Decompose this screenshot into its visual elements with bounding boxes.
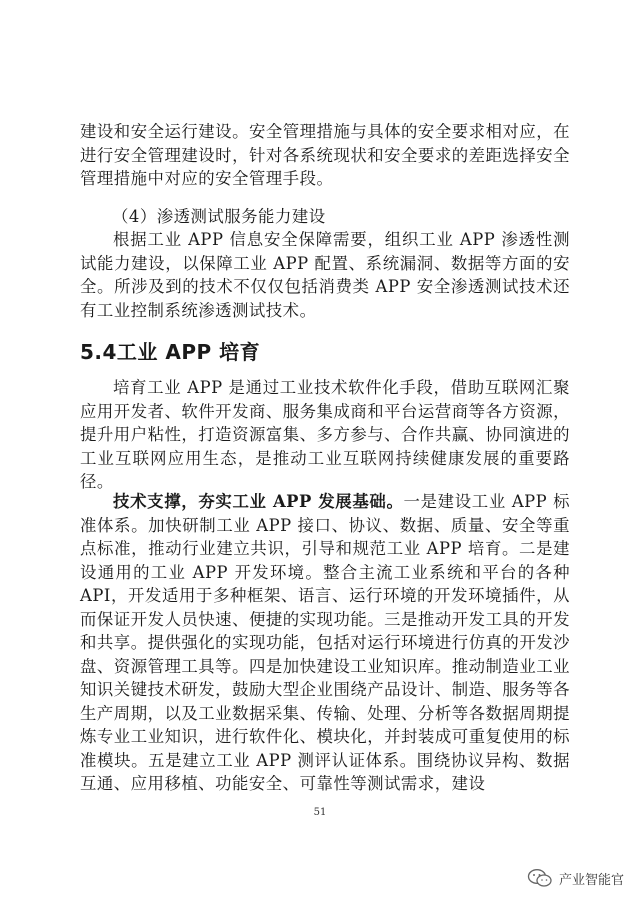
- wechat-icon: [527, 868, 553, 888]
- watermark-text: 产业智能官: [558, 872, 624, 888]
- paragraph-penetration-testing: 根据工业 APP 信息安全保障需要，组织工业 APP 渗透性测试能力建设，以保障工业 APP 配置、系统漏洞、数据等方面的安全。所涉及到的技术不仅仅包括消费类 APP 安全渗透测试技术还有工业控制系统渗透测试技术。: [80, 230, 570, 320]
- paragraph-body: 一是建设工业 APP 标准体系。加快研制工业 APP 接口、协议、数据、质量、安全等重点标准，推动行业建立共识，引导和规范工业 APP 培育。二是建设通用的工业 APP 开发环境。整合主流工业系统和平台的各种 API，开发适用于多种框架、语言、运行环境的开发环境插件，从而保证开发人员快速、便捷的实现功能。三是推动开发工具的开发和共享。提供强化的实现功能，包括对运行环境进行仿真的开发沙盘、资源管理工具等。四是加快建设工业知识库。推动制造业工业知识关键技术研发，鼓励大型企业围绕产品设计、制造、服务等各生产周期，以及工业数据采集、传输、处理、分析等各数据周期提炼专业工业知识，进行软件化、模块化，并封装成可重复使用的标准模块。五是建立工业 APP 测评认证体系。围绕协议异构、数据互通、应用移植、功能安全、可靠性等测试需求，建设: [80, 492, 570, 793]
- section-heading: 5.4工业 APP 培育: [80, 340, 261, 364]
- subheading-penetration-testing: （4）渗透测试服务能力建设: [112, 207, 326, 226]
- paragraph-app-cultivation: 培育工业 APP 是通过工业技术软件化手段，借助互联网汇聚应用开发者、软件开发商、服务集成商和平台运营商等各方资源，提升用户粘性，打造资源富集、多方参与、合作共赢、协同演进的工业互联网应用生态，是推动工业互联网持续健康发展的重要路径。: [80, 378, 570, 491]
- paragraph-lead-bold: 技术支撑，夯实工业 APP 发展基础。: [113, 492, 404, 511]
- watermark: [527, 868, 624, 888]
- page-number: 51: [313, 807, 327, 818]
- paragraph-security-management: 建设和安全运行建设。安全管理措施与具体的安全要求相对应，在进行安全管理建设时，针对各系统现状和安全要求的差距选择安全管理措施中对应的安全管理手段。: [80, 122, 570, 188]
- paragraph-technical-support: [80, 490, 570, 796]
